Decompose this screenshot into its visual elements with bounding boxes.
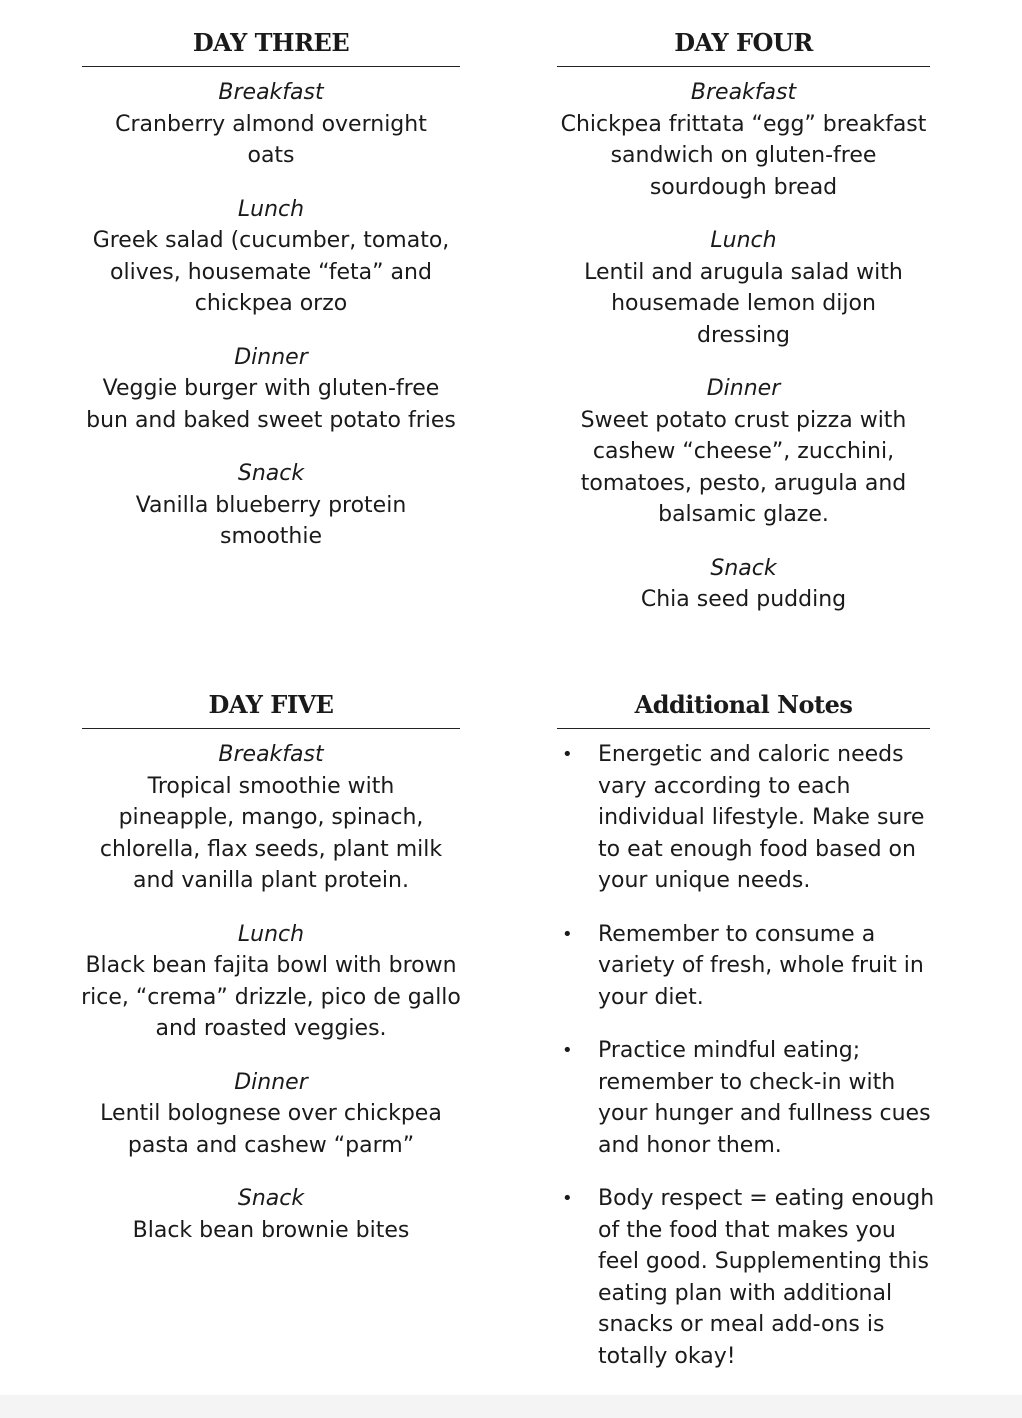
meal-label: Snack [237,1186,305,1211]
bullet-icon: • [562,744,573,765]
meal-text: Veggie burger with gluten-free bun and baked sweet potato fries [86,376,456,433]
bottom-edge-shade [0,1395,1022,1418]
day-three-snack [74,458,468,553]
day-three-dinner [74,342,468,437]
day-five-title: DAY FIVE [82,690,460,729]
meal-label: Breakfast [218,80,324,105]
meal-text: Greek salad (cucumber, tomato, olives, housemate “feta” and chickpea orzo [92,228,450,316]
meal-text: Lentil bolognese over chickpea pasta and cashew “parm” [100,1101,442,1158]
bullet-icon: • [562,923,573,945]
additional-notes-title: Additional Notes [557,690,930,729]
meal-text: Vanilla blueberry protein smoothie [135,492,407,549]
additional-notes-section [557,690,935,1394]
day-five-breakfast [74,739,468,897]
meal-label: Lunch [237,921,305,947]
day-four-lunch [549,225,938,351]
meal-label: Dinner [706,376,781,401]
notes-list [557,739,935,1372]
meal-label: Breakfast [218,742,324,767]
day-five-section [82,690,460,1246]
day-three-section [82,28,460,553]
meal-text: Lentil and arugula salad with housemade lemon dijon dressing [584,259,903,348]
note-item [557,739,940,897]
meal-label: Snack [710,555,777,581]
note-item [557,1035,940,1161]
bullet-icon: • [562,1040,573,1061]
note-text: Body respect = eating enough of the food that makes you feel good. Supplementing this eating plan with additional snacks or meal add-ons is totally okay! [598,1186,935,1369]
note-item [557,919,940,1014]
day-five-snack [74,1183,468,1246]
note-text: Energetic and caloric needs vary according to each individual lifestyle. Make sure to eat enough food based on your unique needs. [598,742,925,893]
meal-label: Dinner [234,1069,308,1095]
note-text: Remember to consume a variety of fresh, whole fruit in your diet. [598,921,924,1010]
day-five-lunch [74,919,468,1045]
bullet-icon: • [562,1188,573,1209]
meal-text: Tropical smoothie with pineapple, mango, spinach, chlorella, flax seeds, plant milk and vanilla plant protein. [99,773,443,893]
meal-label: Lunch [237,196,305,222]
day-four-section [557,28,930,616]
day-three-lunch [74,194,468,320]
day-four-breakfast [549,77,938,203]
day-five-dinner [74,1067,468,1162]
day-three-title: DAY THREE [82,28,460,67]
day-four-dinner [549,373,938,531]
meal-text: Cranberry almond overnight oats [115,111,427,168]
meal-label: Breakfast [690,80,797,105]
meal-label: Lunch [710,228,777,253]
meal-text: Chia seed pudding [640,587,847,612]
meal-text: Black bean fajita bowl with brown rice, “crema” drizzle, pico de gallo and roasted veggies. [81,953,461,1041]
meal-text: Chickpea frittata “egg” breakfast sandwich on gluten-free sourdough bread [560,111,927,200]
note-item [557,1183,940,1372]
meal-label: Snack [237,461,305,486]
note-text: Practice mindful eating; remember to check-in with your hunger and fullness cues and honor them. [598,1038,931,1158]
day-three-breakfast [74,77,468,172]
meal-label: Dinner [234,344,308,370]
day-four-title: DAY FOUR [557,28,930,67]
meal-text: Sweet potato crust pizza with cashew “cheese”, zucchini, tomatoes, pesto, arugula and balsamic glaze. [580,407,907,527]
day-four-snack [549,553,938,616]
meal-text: Black bean brownie bites [132,1217,410,1243]
